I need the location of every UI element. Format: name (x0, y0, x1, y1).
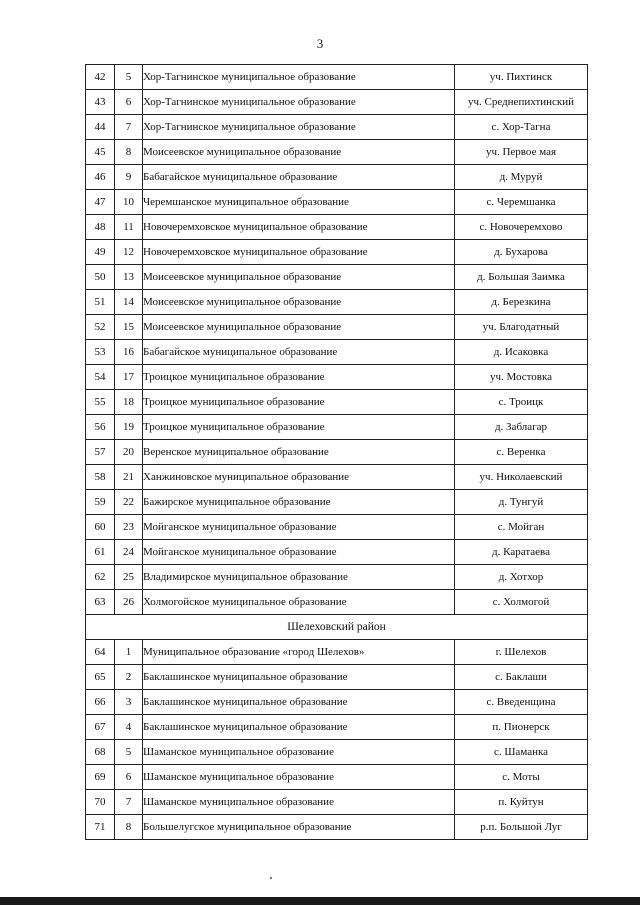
municipality-name: Новочеремховское муниципальное образование (143, 215, 455, 240)
row-index: 16 (115, 340, 143, 365)
row-index: 23 (115, 515, 143, 540)
settlement-name: уч. Мостовка (455, 365, 588, 390)
municipality-name: Веренское муниципальное образование (143, 440, 455, 465)
municipality-name: Моисеевское муниципальное образование (143, 265, 455, 290)
table-row (86, 690, 588, 715)
row-number: 52 (86, 315, 115, 340)
table-row (86, 215, 588, 240)
table-row (86, 715, 588, 740)
section-header-row (86, 615, 588, 640)
table-body-upper (86, 65, 588, 615)
row-number: 62 (86, 565, 115, 590)
page-number: 3 (316, 36, 324, 51)
row-number: 69 (86, 765, 115, 790)
municipality-name: Хор-Тагнинское муниципальное образование (143, 90, 455, 115)
row-index: 6 (115, 765, 143, 790)
row-index: 17 (115, 365, 143, 390)
row-index: 18 (115, 390, 143, 415)
row-index: 1 (115, 640, 143, 665)
row-number: 47 (86, 190, 115, 215)
row-number: 42 (86, 65, 115, 90)
municipality-name: Шаманское муниципальное образование (143, 765, 455, 790)
row-number: 61 (86, 540, 115, 565)
table-row (86, 790, 588, 815)
row-number: 66 (86, 690, 115, 715)
settlement-name: д. Каратаева (455, 540, 588, 565)
row-index: 10 (115, 190, 143, 215)
row-index: 5 (115, 740, 143, 765)
row-number: 71 (86, 815, 115, 840)
row-index: 4 (115, 715, 143, 740)
settlement-name: с. Троицк (455, 390, 588, 415)
row-index: 26 (115, 590, 143, 615)
settlement-name: д. Муруй (455, 165, 588, 190)
table-row (86, 265, 588, 290)
settlement-name: уч. Пихтинск (455, 65, 588, 90)
table-row (86, 515, 588, 540)
settlement-name: д. Березкина (455, 290, 588, 315)
municipality-name: Холмогойское муниципальное образование (143, 590, 455, 615)
table-body-lower (86, 640, 588, 840)
row-index: 13 (115, 265, 143, 290)
table-row (86, 540, 588, 565)
municipality-name: Черемшанское муниципальное образование (143, 190, 455, 215)
row-number: 48 (86, 215, 115, 240)
row-number: 43 (86, 90, 115, 115)
table-row (86, 365, 588, 390)
row-index: 8 (115, 815, 143, 840)
municipality-name: Троицкое муниципальное образование (143, 415, 455, 440)
table-row (86, 590, 588, 615)
settlement-name: д. Бухарова (455, 240, 588, 265)
settlement-name: с. Холмогой (455, 590, 588, 615)
municipality-name: Владимирское муниципальное образование (143, 565, 455, 590)
row-index: 14 (115, 290, 143, 315)
settlement-name: уч. Благодатный (455, 315, 588, 340)
row-index: 2 (115, 665, 143, 690)
row-number: 59 (86, 490, 115, 515)
municipality-name: Муниципальное образование «город Шелехов» (143, 640, 455, 665)
row-number: 65 (86, 665, 115, 690)
table-row (86, 165, 588, 190)
municipality-name: Моисеевское муниципальное образование (143, 140, 455, 165)
table-row (86, 115, 588, 140)
row-index: 7 (115, 790, 143, 815)
row-index: 12 (115, 240, 143, 265)
table-row (86, 465, 588, 490)
table-row (86, 140, 588, 165)
row-number: 58 (86, 465, 115, 490)
settlement-name: с. Моты (455, 765, 588, 790)
municipality-name: Хор-Тагнинское муниципальное образование (143, 115, 455, 140)
scan-speck (270, 877, 272, 879)
table-row (86, 640, 588, 665)
municipality-name: Шаманское муниципальное образование (143, 740, 455, 765)
settlement-name: с. Мойган (455, 515, 588, 540)
table-row (86, 65, 588, 90)
municipality-name: Мойганское муниципальное образование (143, 540, 455, 565)
municipality-name: Баклашинское муниципальное образование (143, 715, 455, 740)
row-index: 20 (115, 440, 143, 465)
row-index: 15 (115, 315, 143, 340)
section-title: Шелеховский район (86, 615, 588, 640)
table-row (86, 565, 588, 590)
table-row (86, 665, 588, 690)
row-number: 67 (86, 715, 115, 740)
municipality-name: Мойганское муниципальное образование (143, 515, 455, 540)
row-number: 49 (86, 240, 115, 265)
scan-edge (0, 897, 640, 905)
municipality-name: Новочеремховское муниципальное образование (143, 240, 455, 265)
municipality-name: Моисеевское муниципальное образование (143, 315, 455, 340)
table-row (86, 290, 588, 315)
settlement-name: п. Куйтун (455, 790, 588, 815)
settlement-name: уч. Николаевский (455, 465, 588, 490)
municipality-name: Хор-Тагнинское муниципальное образование (143, 65, 455, 90)
table-row (86, 490, 588, 515)
municipality-name: Шаманское муниципальное образование (143, 790, 455, 815)
row-index: 9 (115, 165, 143, 190)
settlement-name: с. Баклаши (455, 665, 588, 690)
row-index: 7 (115, 115, 143, 140)
row-index: 8 (115, 140, 143, 165)
settlement-name: д. Заблагар (455, 415, 588, 440)
row-index: 22 (115, 490, 143, 515)
settlement-name: с. Веренка (455, 440, 588, 465)
settlement-name: с. Введенщина (455, 690, 588, 715)
table-row (86, 765, 588, 790)
row-number: 68 (86, 740, 115, 765)
settlement-name: г. Шелехов (455, 640, 588, 665)
row-index: 21 (115, 465, 143, 490)
settlement-name: д. Хотхор (455, 565, 588, 590)
row-index: 6 (115, 90, 143, 115)
row-number: 50 (86, 265, 115, 290)
settlement-name: с. Шаманка (455, 740, 588, 765)
settlement-name: д. Большая Заимка (455, 265, 588, 290)
row-number: 64 (86, 640, 115, 665)
table-row (86, 315, 588, 340)
municipality-name: Ханжиновское муниципальное образование (143, 465, 455, 490)
municipality-name: Троицкое муниципальное образование (143, 390, 455, 415)
table-row (86, 815, 588, 840)
row-number: 54 (86, 365, 115, 390)
settlement-name: с. Черемшанка (455, 190, 588, 215)
row-number: 45 (86, 140, 115, 165)
row-index: 24 (115, 540, 143, 565)
settlement-name: с. Новочеремхово (455, 215, 588, 240)
row-number: 56 (86, 415, 115, 440)
settlement-name: с. Хор-Тагна (455, 115, 588, 140)
row-index: 5 (115, 65, 143, 90)
municipality-name: Бажирское муниципальное образование (143, 490, 455, 515)
municipality-name: Бабагайское муниципальное образование (143, 165, 455, 190)
municipality-name: Бабагайское муниципальное образование (143, 340, 455, 365)
municipality-name: Большелугское муниципальное образование (143, 815, 455, 840)
settlement-name: д. Исаковка (455, 340, 588, 365)
row-number: 44 (86, 115, 115, 140)
row-number: 55 (86, 390, 115, 415)
row-number: 60 (86, 515, 115, 540)
settlement-name: д. Тунгуй (455, 490, 588, 515)
row-index: 19 (115, 415, 143, 440)
row-number: 53 (86, 340, 115, 365)
table-row (86, 190, 588, 215)
settlement-name: уч. Первое мая (455, 140, 588, 165)
table-row (86, 90, 588, 115)
row-number: 46 (86, 165, 115, 190)
row-number: 51 (86, 290, 115, 315)
row-number: 57 (86, 440, 115, 465)
settlements-table (85, 64, 588, 840)
settlement-name: п. Пионерск (455, 715, 588, 740)
row-number: 70 (86, 790, 115, 815)
table-row (86, 415, 588, 440)
section-header-group (86, 615, 588, 640)
table-row (86, 340, 588, 365)
settlement-name: уч. Среднепихтинский (455, 90, 588, 115)
table-row (86, 740, 588, 765)
municipality-name: Троицкое муниципальное образование (143, 365, 455, 390)
table-row (86, 440, 588, 465)
municipality-name: Баклашинское муниципальное образование (143, 665, 455, 690)
settlement-name: р.п. Большой Луг (455, 815, 588, 840)
table-row (86, 240, 588, 265)
row-number: 63 (86, 590, 115, 615)
table-row (86, 390, 588, 415)
row-index: 25 (115, 565, 143, 590)
row-index: 3 (115, 690, 143, 715)
municipality-name: Баклашинское муниципальное образование (143, 690, 455, 715)
row-index: 11 (115, 215, 143, 240)
municipality-name: Моисеевское муниципальное образование (143, 290, 455, 315)
